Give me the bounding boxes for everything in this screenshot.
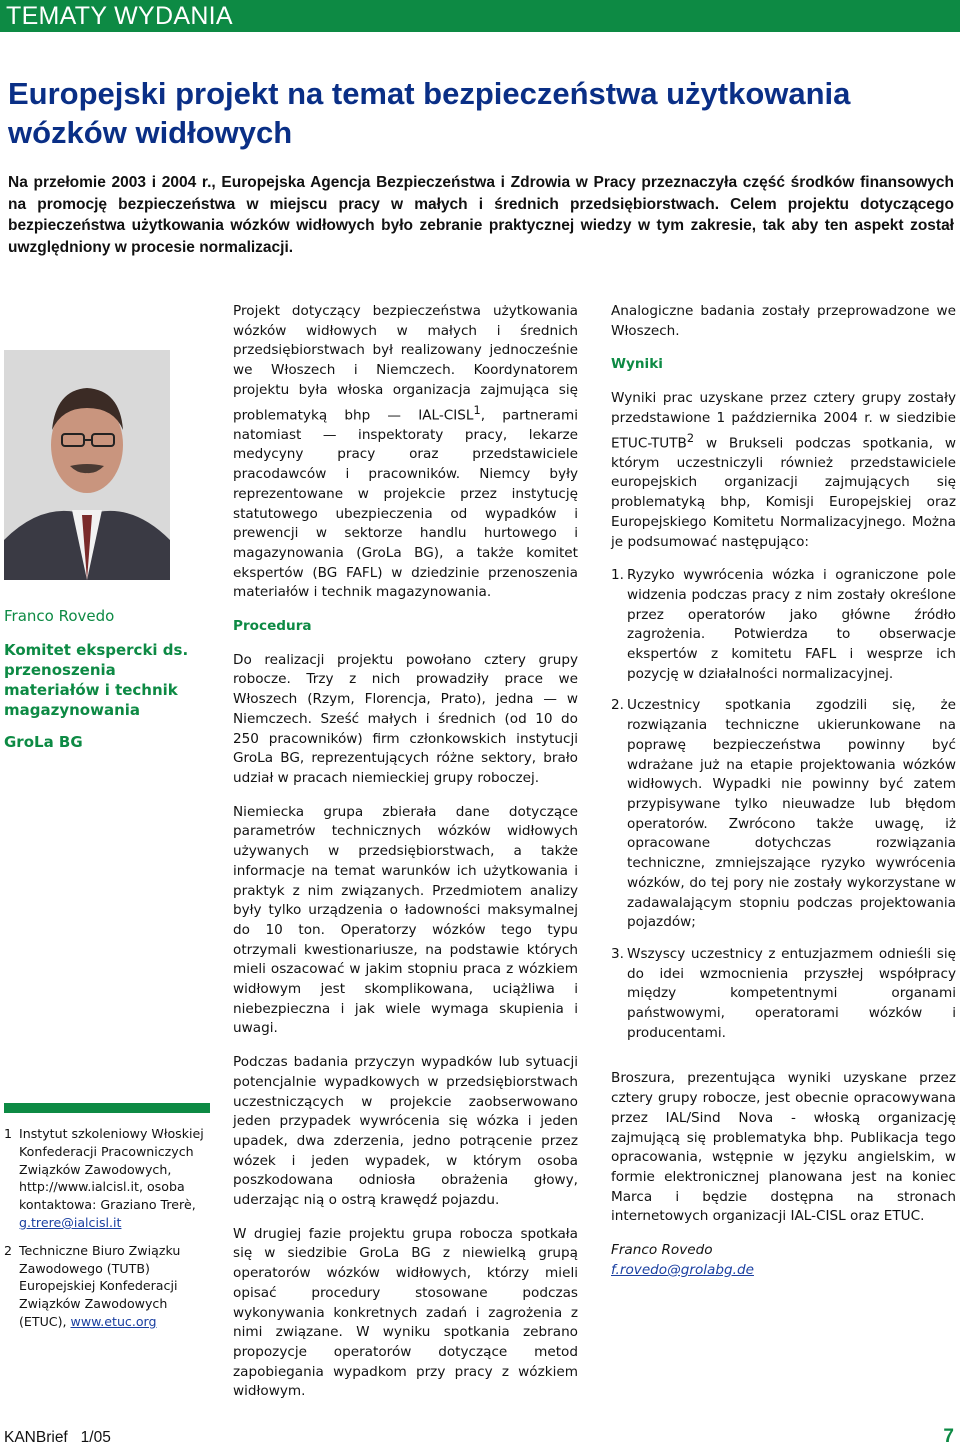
author-photo: [4, 350, 170, 580]
footnote-text: Techniczne Biuro Związku Zawodowego (TUTB) Europejskiej Konfederacji Związków Zawodowych (ETUC),: [19, 1242, 181, 1329]
footnote-ref: 1: [473, 402, 481, 417]
paragraph: Podczas badania przyczyn wypadków lub sytuacji potencjalnie wypadkowych w przedsiębiorstwach uczestniczących w projekcie zaobserwowano jeden przypadek wywrócenia się wózka i jeden upadek, dwa zderzenia, jedno potrącenie przez wózek i jeden wypadek, w którym osoba poszkodowana odniosła obrażenia głowy, uderzając nią o ostrą krawędź pojazdu.: [233, 1054, 578, 1209]
footnote-ref: 2: [686, 430, 695, 445]
paragraph: W drugiej fazie projektu grupa robocza spotkała się w siedzibie GroLa BG z niewielką grupą operatorów wózków widłowych, którzy mieli opisać procedury stosowane podczas wykonywania konkretnych zadań i zagrożenia z nimi związane. W wyniku spotkania zebrano propozycje operatorów dotyczące metod zapobiegania wypadkom przy pracy z wózkiem widłowym.: [233, 1225, 578, 1400]
author-organisation-name: GroLa BG: [4, 733, 83, 751]
footnote-web-link[interactable]: www.etuc.org: [70, 1313, 157, 1329]
signature-name: Franco Rovedo: [611, 1242, 713, 1259]
footnote-number: 2: [4, 1242, 13, 1258]
article-lead: Na przełomie 2003 i 2004 r., Europejska Agencja Bezpieczeństwa i Zdrowia w Pracy przeznaczyła część środków finansowych na promocję bezpieczeństwa w miejscu pracy w małych i średnich przedsiębiorstwach. Celem projektu dotyczącego bezpieczeństwa użytkowania wózków widłowych było zebranie praktycznej wiedzy w tym zakresie, tak aby ten aspekt został uwzględniony w procesie normalizacji.: [8, 174, 954, 256]
article-column-middle: [233, 302, 578, 1402]
paragraph: Niemiecka grupa zbierała dane dotyczące parametrów technicznych wózków widłowych używanych w przedsiębiorstwach, a także informacje na temat warunków ich użytkowania i praktyk z nim związanych. Przedmiotem analizy były tylko urządzenia o ładowności maksymalnej do 10 ton. Operatorzy wózków tego typu otrzymali kwestionariusze, na podstawie których mieli oszacować w jakim stopniu praca z wózkiem widłowym jest skomplikowana, uciążliwa i niebezpieczna i jak wiele wymaga skupienia i uwagi.: [233, 803, 578, 1037]
results-list: [611, 566, 956, 1043]
section-heading-wyniki: Wyniki: [611, 356, 663, 373]
footnotes: [4, 1125, 214, 1341]
list-item: 1. Ryzyko wywrócenia wózka i ograniczone pole widzenia podczas pracy z nim zostały określone przez operatorów jako główne źródło zagrożenia. Potwierdza to obserwacje ekspertów z komitetu FAFL i wesprze ich pozycję w działalności normalizacyjnej.: [611, 567, 956, 682]
paragraph: Wyniki prac uzyskane przez cztery grupy zostały przedstawione 1 października 2004 r. w siedzibie ETUC-TUTB$^2$ w Brukseli podczas spotkania, w którym uczestniczyli również przedstawiciele europejskich organizacji zajmujących się problematyką bhp, Komisji Europejskiej oraz Europejskiego Komitetu Normalizacyjnego. Można je podsumować następująco:: [611, 390, 956, 550]
article-column-right: [611, 302, 956, 1280]
footnote: [4, 1242, 214, 1331]
page-number: 7: [943, 1426, 954, 1447]
list-item: 3. Wszyscy uczestnicy z entuzjazmem odnieśli się do idei wzmocnienia przyszłej współpracy między kompetentnymi organami państwowymi, operatorami wózków i producentami.: [611, 945, 956, 1041]
footnote-text: Instytut szkoleniowy Włoskiej Konfederacji Pracowniczych Związków Zawodowych, http://www.ialcisl.it, osoba kontaktowa: Graziano Trerè,: [19, 1126, 204, 1213]
paragraph: Analogiczne badania zostały przeprowadzone we Włoszech.: [611, 303, 956, 339]
section-header-bar: [0, 0, 960, 32]
footnote-divider: [4, 1103, 210, 1113]
publication-label: KANBrief 1/05: [4, 1429, 111, 1446]
author-organisation: Komitet ekspercki ds. przenoszenia materiałów i technik magazynowania: [4, 641, 189, 719]
footnote-number: 1: [4, 1126, 13, 1141]
paragraph: Broszura, prezentująca wyniki uzyskane przez cztery grupy robocze, jest obecnie opracowywana przez IAL/Sind Nova - włoską organizację zajmującą się problematyka bhp. Publikacja tego opracowania, wstępnie w języku angielskim, w formie elektronicznej planowana jest na koniec Marca i będzie dostępna na stronach internetowych organizacji IAL-CISL oraz ETUC.: [611, 1070, 956, 1225]
section-heading-procedura: Procedura: [233, 618, 312, 635]
paragraph: Do realizacji projektu powołano cztery grupy robocze. Trzy z nich prowadziły prace we Włoszech (Rzym, Florencja, Prato), jedna — w Niemczech. Sześć małych i średnich (od 10 do 250 pracowników) firm członkowskich instytucji GroLa BG, reprezentujących różne sektory, brało udział w pracach niemieckiej grupy roboczej.: [233, 651, 578, 786]
article-title: Europejski projekt na temat bezpieczeństwa użytkowania wózków widłowych: [8, 76, 851, 150]
footnote: [4, 1125, 214, 1232]
paragraph: Projekt dotyczący bezpieczeństwa użytkowania wózków widłowych w małych i średnich przedsiębiorstwach był realizowany jednocześnie we Włoszech i Niemczech. Koordynatorem projektu była włoska organizacja zajmująca się problematyką bhp — IAL-CISL$^1$, partnerami natomiast — inspektoraty pracy, lekarze medycyny pracy oraz przedstawiciele pracodawców i pracowników. Niemcy były reprezentowane w projekcie przez instytucję statutowego ubezpieczenia od wypadków i prewencji w sektorze handlu hurtowego i magazynowania (GroLa BG), a także komitet ekspertów (BG FAFL) w dziedzinie przenoszenia materiałów i technik magazynowania.: [233, 303, 578, 601]
signature-email-link[interactable]: f.rovedo@grolabg.de: [611, 1261, 754, 1278]
section-label: TEMATY WYDANIA: [6, 2, 233, 30]
footnote-email-link[interactable]: g.trere@ialcisl.it: [19, 1214, 122, 1230]
list-item: 2. Uczestnicy spotkania zgodzili się, że rozwiązania techniczne ukierunkowane na poprawę bezpieczeństwa powinny być wdrażane już na etapie projektowania wózków widłowych. Wypadki nie powinny być zatem przypisywane tylko nieuwadze lub błędom operatorów. Zwrócono także uwagę, iż opracowane dotychczas rozwiązania techniczne, zmniejszające ryzyko wywrócenia wózków, do tej pory nie zostały wykorzystane w zadawalającym stopniu podczas projektowania pojazdów;: [611, 697, 956, 931]
author-name: Franco Rovedo: [4, 607, 115, 625]
